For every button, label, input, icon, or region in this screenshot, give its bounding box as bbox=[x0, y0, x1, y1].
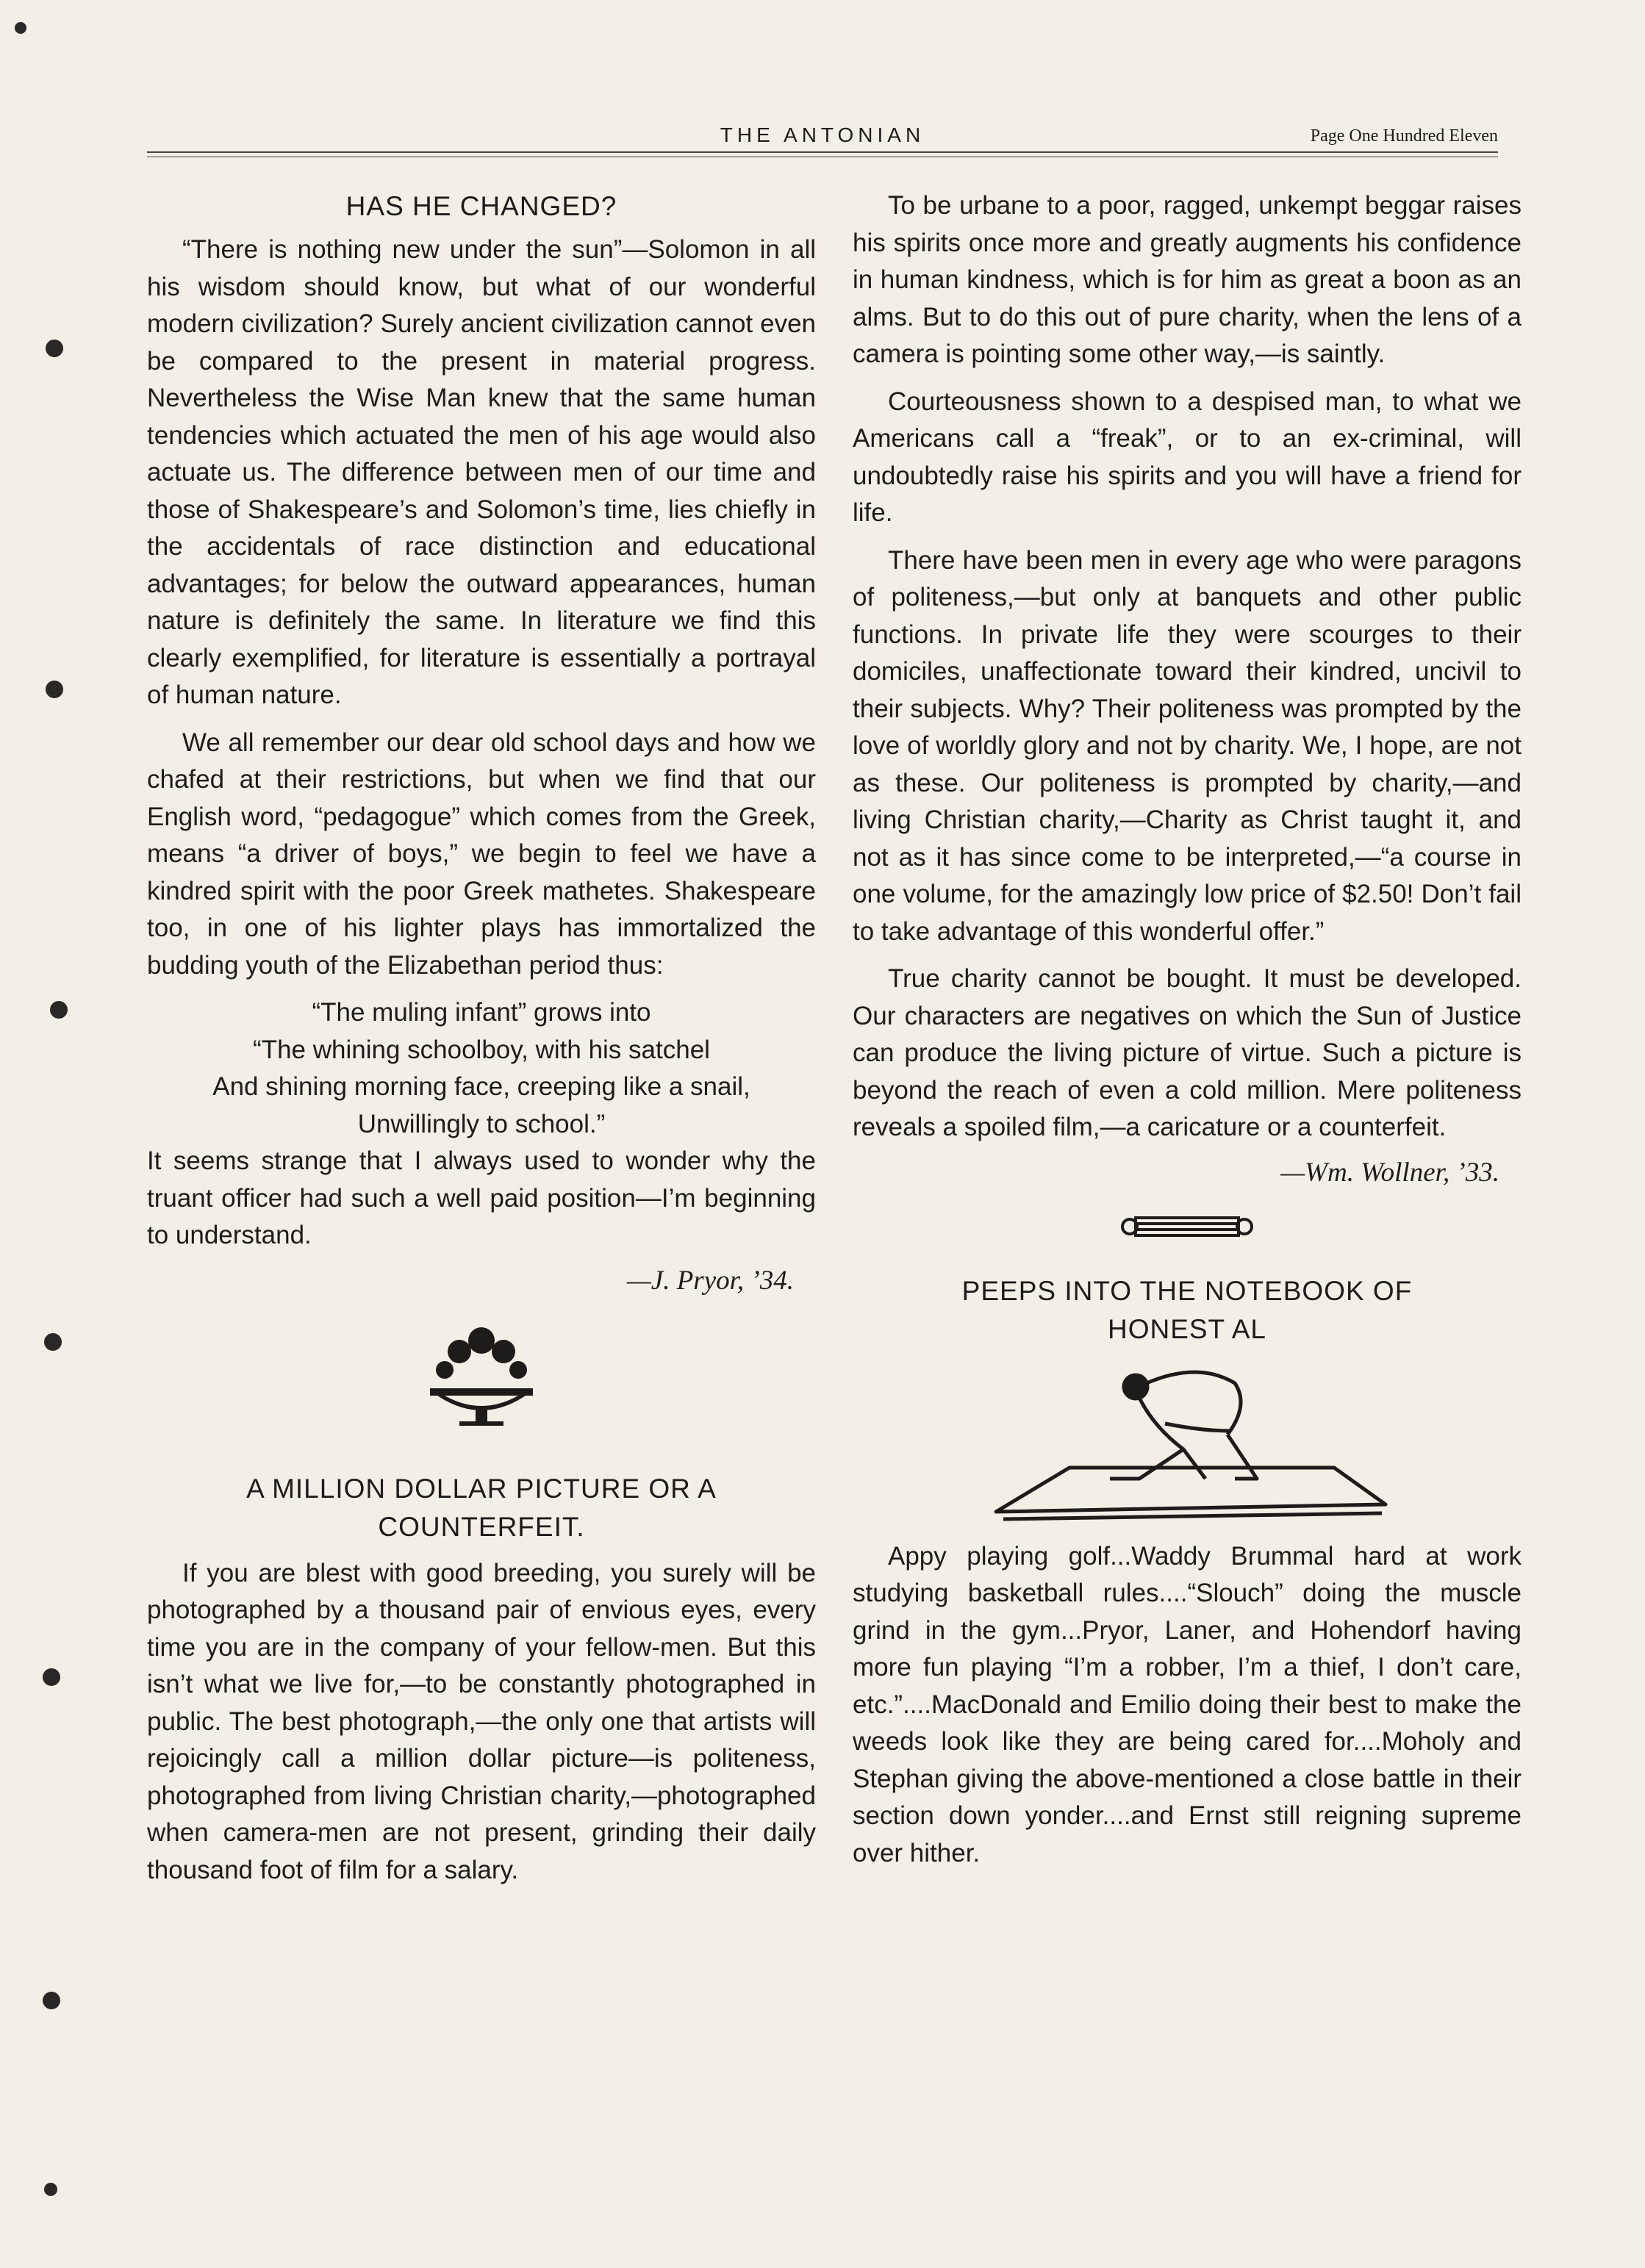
binder-hole bbox=[46, 681, 63, 698]
article-paragraph: There have been men in every age who were paragons of politeness,—but only at banquets and other public functions. In private life they were scourges to their domiciles, unaffectionate toward their kindred, uncivil to their subjects. Why? Their politeness was prompted by the love of worldly glory and not by charity. We, I hope, are not as these. Our politeness is prompted by charity,—and living Christian charity,—Charity as Christ taught it, and not as it has since come to be interpreted,—“a course in one volume, for the amazingly low price of $2.50! Don’t fail to take advantage of this wonderful offer.” bbox=[853, 545, 1522, 946]
title-line: COUNTERFEIT. bbox=[378, 1511, 585, 1542]
binder-hole bbox=[44, 1333, 62, 1351]
article-paragraph: If you are blest with good breeding, you surely will be photographed by a thousand pair of envious eyes, every time you are in the company of your fellow-men. But this isn’t what we live for,—to be constantly photographed in public. The best photograph,—the only one that artists will rejoicingly call a million dollar picture—is politeness, photographed from living Christian charity,—photographed when camera-men are not present, grinding their daily thousand foot of film for a salary. bbox=[147, 1558, 816, 1884]
binder-hole bbox=[44, 2183, 57, 2196]
binder-hole bbox=[50, 1001, 68, 1019]
verse-line: “The muling infant” grows into bbox=[312, 998, 651, 1027]
article-paragraph: “There is nothing new under the sun”—Solomon in all his wisdom should know, but what of our wonderful modern civilization? Surely ancient civilization cannot even be compared to the present in material progress. Nevertheless the Wise Man knew that the same human tendencies which actuated the men of his age would also actuate us. The difference between men of our time and those of Shakespeare’s and Solomon’s time, lies chiefly in the accidentals of race distinction and educational advantages; for below the outward appearances, human nature is definitely the same. In literature we find this clearly exemplified, for literature is essentially a portrayal of human nature. bbox=[147, 235, 816, 709]
verse-line: And shining morning face, creeping like a snail, bbox=[212, 1072, 750, 1101]
binder-hole bbox=[43, 1992, 60, 2009]
article-title bbox=[147, 1470, 816, 1546]
article-honest-al bbox=[853, 1272, 1522, 1873]
article-paragraph: We all remember our dear old school days and how we chafed at their restrictions, but when we find that our English word, “pedagogue” which comes from the Greek, means “a driver of boys,” we begin to feel we have a kindred spirit with the poor Greek mathetes. Shakespeare too, in one of his lighter plays has immortalized the budding youth of the Elizabethan period thus: bbox=[147, 728, 816, 980]
article-title: HAS HE CHANGED? bbox=[345, 191, 617, 221]
title-line: PEEPS INTO THE NOTEBOOK OF bbox=[961, 1275, 1413, 1306]
article-paragraph: It seems strange that I always used to wonder why the truant officer had such a well paid position—I’m beginning to understand. bbox=[147, 1146, 816, 1249]
article-paragraph: To be urbane to a poor, ragged, unkempt beggar raises his spirits once more and greatly augments his confidence in human kindness, which is for him as great a boon as an alms. But to do this out of pure charity, when the lens of a camera is pointing some other way,—is saintly. bbox=[853, 191, 1522, 368]
page-number: Page One Hundred Eleven bbox=[1310, 126, 1498, 146]
binder-hole bbox=[15, 22, 26, 34]
author-signature: —J. Pryor, ’34. bbox=[626, 1265, 794, 1296]
article-paragraph: True charity cannot be bought. It must be developed. Our characters are negatives on which the Sun of Justice can produce the living picture of virtue. Such a picture is beyond the reach of even a cold million. Mere politeness reveals a spoiled film,—a caricature or a counterfeit. bbox=[853, 964, 1522, 1141]
article-has-he-changed bbox=[147, 187, 816, 1296]
verse-line: Unwillingly to school.” bbox=[357, 1109, 606, 1138]
crouching-figure-icon bbox=[981, 1357, 1393, 1526]
title-line: HONEST AL bbox=[1107, 1313, 1266, 1344]
author-signature: —Wm. Wollner, ’33. bbox=[1280, 1157, 1499, 1188]
verse-line: “The whining schoolboy, with his satchel bbox=[253, 1035, 710, 1064]
article-million-dollar-picture bbox=[147, 1470, 816, 1890]
scroll-divider-icon bbox=[1114, 1206, 1261, 1247]
title-line: A MILLION DOLLAR PICTURE OR A bbox=[246, 1473, 717, 1504]
fountain-ornament-icon bbox=[401, 1318, 562, 1443]
left-column bbox=[147, 187, 816, 1899]
right-column bbox=[853, 187, 1522, 1882]
binder-hole bbox=[43, 1668, 60, 1686]
page-header bbox=[147, 123, 1498, 153]
article-paragraph: Appy playing golf...Waddy Brummal hard at work studying basketball rules....“Slouch” doing the muscle grind in the gym...Pryor, Laner, and Hohendorf having more fun playing “I’m a robber, I’m a thief, I don’t care, etc.”....MacDonald and Emilio doing their best to make the weeds look like they are being cared for....Moholy and Stephan giving the above-mentioned a close battle in their section down yonder....and Ernst still reigning supreme over hither. bbox=[853, 1541, 1522, 1867]
binder-hole bbox=[46, 340, 63, 357]
article-paragraph: Courteousness shown to a despised man, to what we Americans call a “freak”, or to an ex-criminal, will undoubtedly raise his spirits and you will have a friend for life. bbox=[853, 387, 1522, 527]
publication-title: THE ANTONIAN bbox=[720, 123, 925, 146]
article-title bbox=[853, 1272, 1522, 1349]
header-rule bbox=[147, 151, 1498, 153]
article-million-dollar-picture-continued bbox=[853, 187, 1522, 1188]
